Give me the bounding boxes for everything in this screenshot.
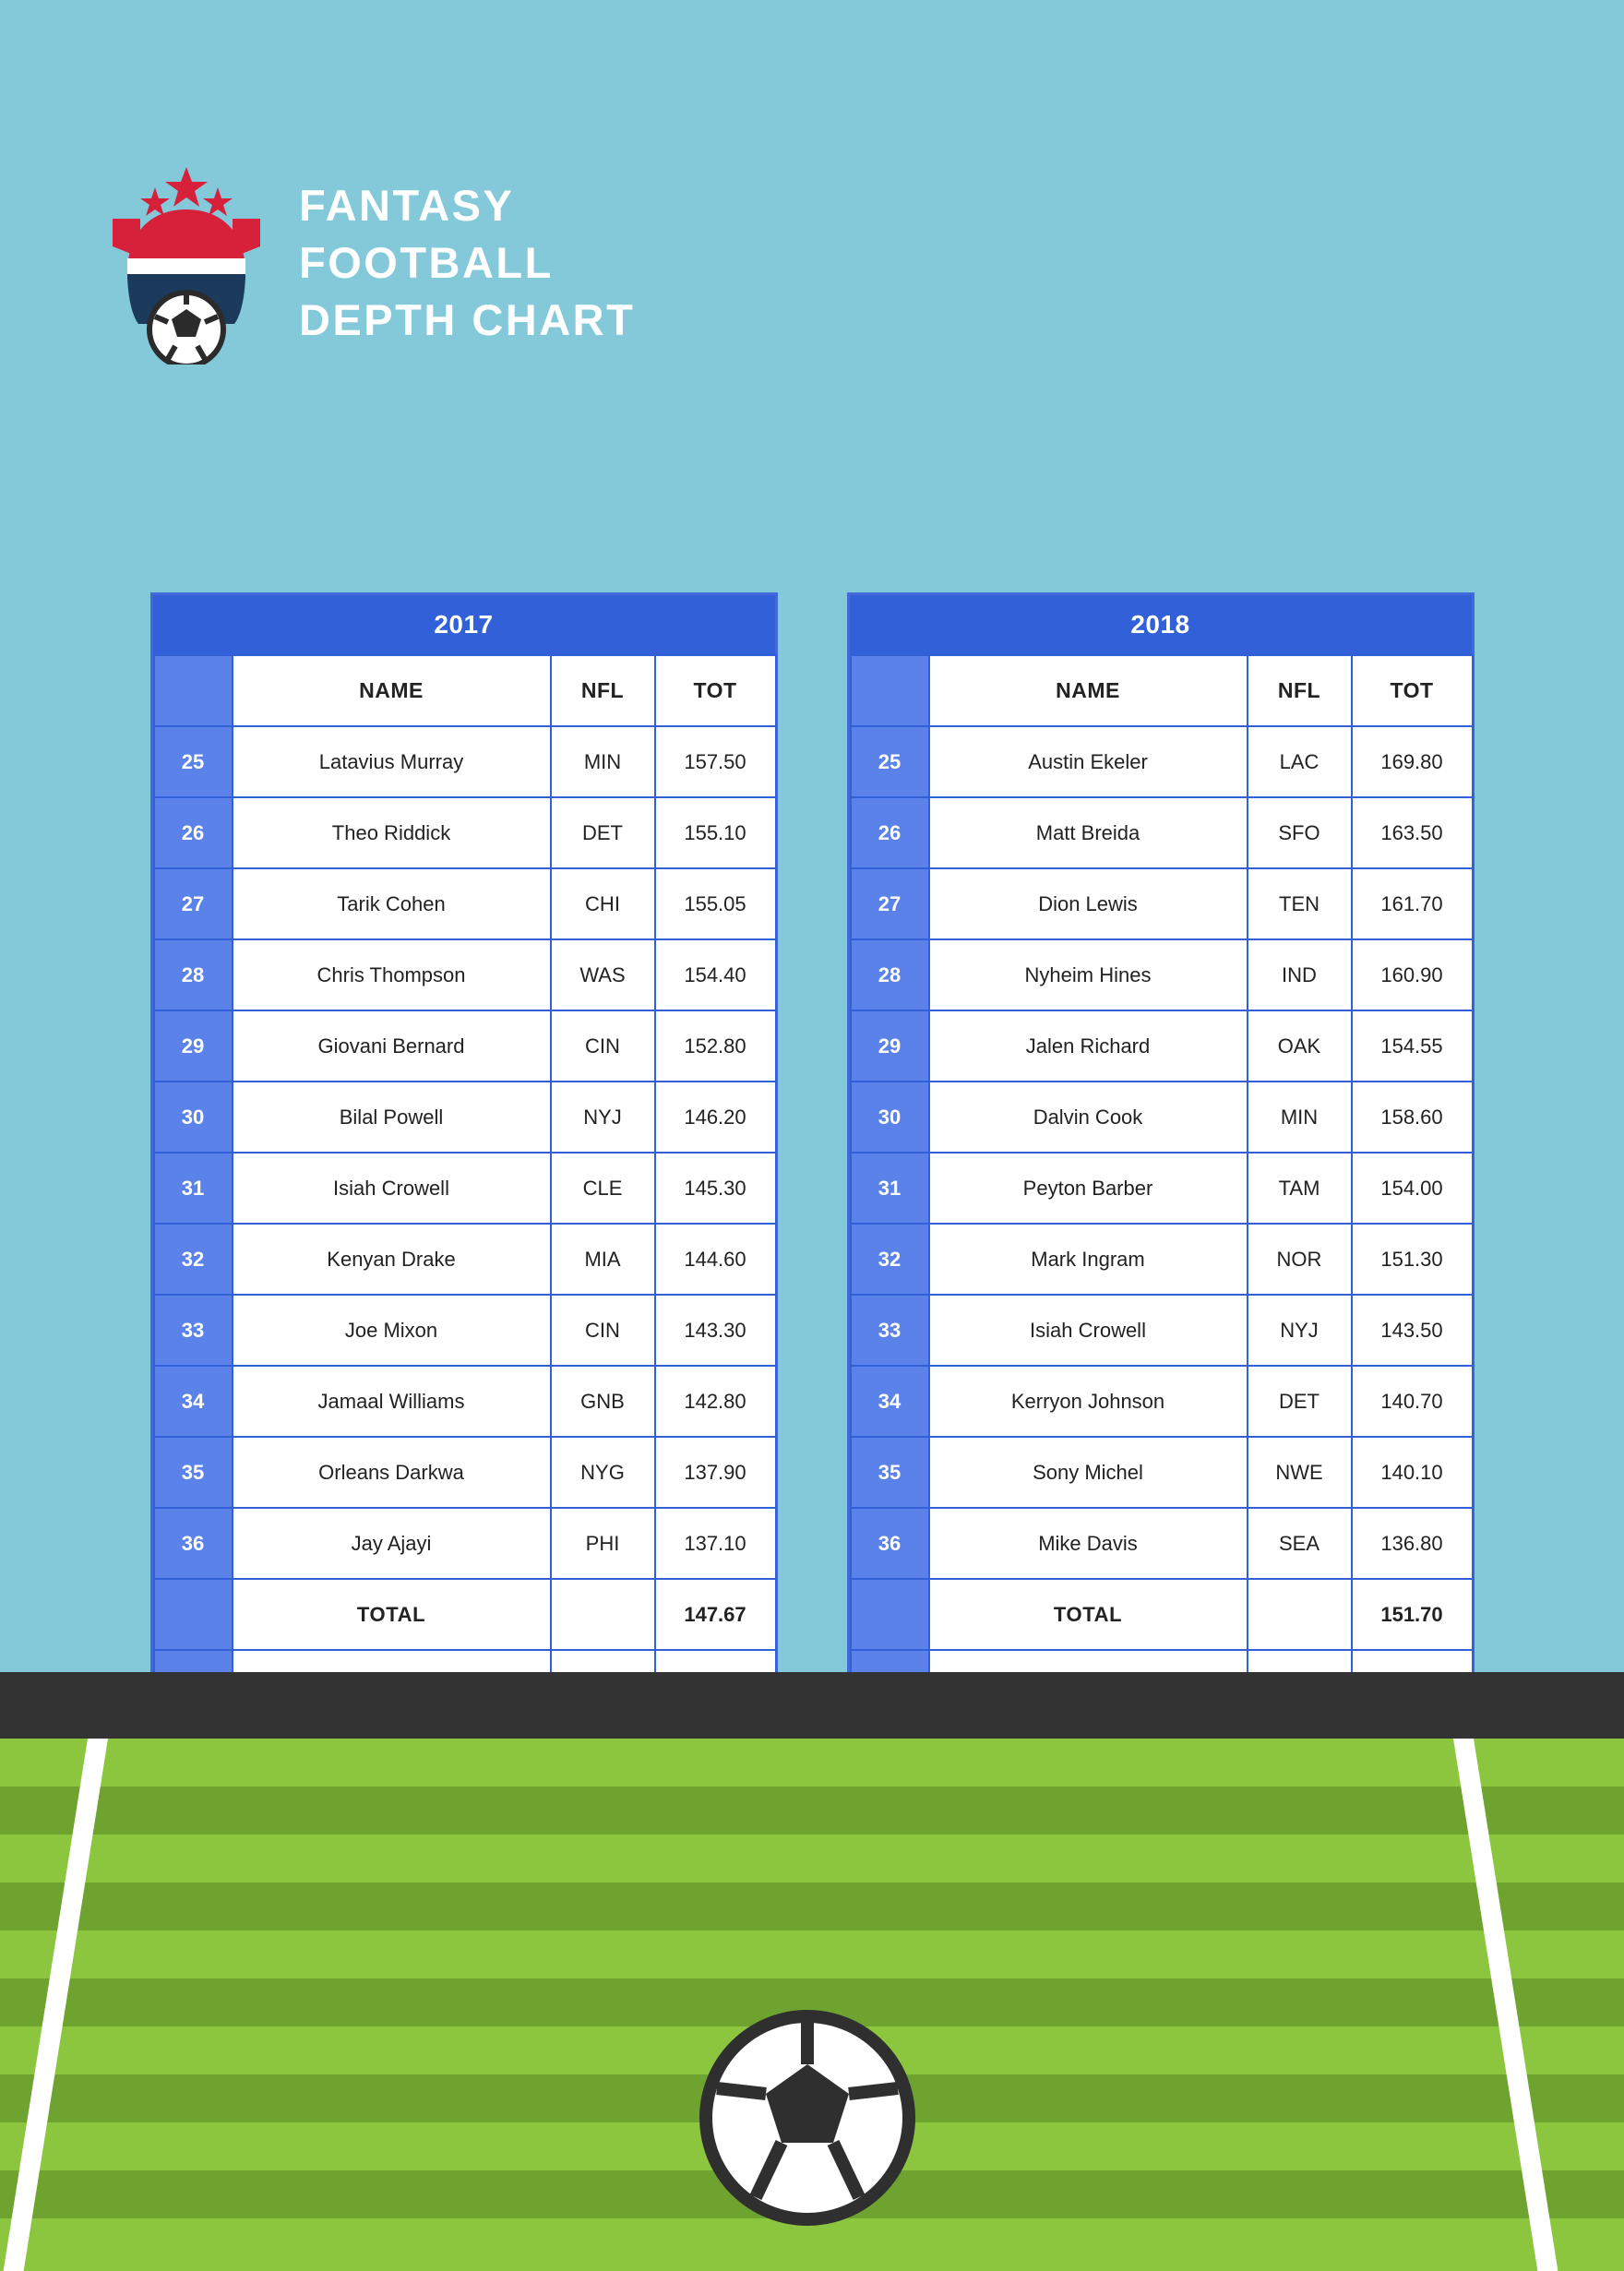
table-row [154, 1082, 776, 1153]
cell-name: Mike Davis [929, 1508, 1248, 1579]
cell-nfl: DET [1248, 1366, 1352, 1437]
page-title-line-1: FANTASY [299, 180, 515, 230]
cell-tot: 140.10 [1352, 1437, 1473, 1508]
cell-tot: 152.80 [655, 1010, 776, 1082]
cell-tot: 140.70 [1352, 1366, 1473, 1437]
cell-nfl: GNB [551, 1366, 655, 1437]
table-row [851, 1366, 1473, 1437]
cell-nfl: CIN [551, 1010, 655, 1082]
cell-name: Jalen Richard [929, 1010, 1248, 1082]
table-row [154, 1153, 776, 1224]
cell-name: Theo Riddick [233, 797, 551, 868]
depth-chart-tables [0, 592, 1624, 1725]
cell-name: Austin Ekeler [929, 726, 1248, 797]
table-row [154, 1508, 776, 1579]
player-table [153, 654, 777, 1722]
column-header-name: NAME [233, 655, 551, 726]
table-row [154, 1010, 776, 1082]
cell-nfl: MIN [1248, 1082, 1352, 1153]
cell-tot: 154.55 [1352, 1010, 1473, 1082]
cell-name: Jamaal Williams [233, 1366, 551, 1437]
cell-rank: 25 [851, 726, 929, 797]
cell-tot: 163.50 [1352, 797, 1473, 868]
cell-tot: 145.30 [655, 1153, 776, 1224]
cell-name: Orleans Darkwa [233, 1437, 551, 1508]
cell-rank: 32 [851, 1224, 929, 1295]
table-row [154, 1224, 776, 1295]
chart-year-title: 2017 [153, 595, 775, 654]
cell-nfl: PHI [551, 1508, 655, 1579]
table-header-row [154, 655, 776, 726]
cell-tot: 160.90 [1352, 939, 1473, 1010]
cell-rank: 27 [154, 868, 233, 939]
cell-name: Tarik Cohen [233, 868, 551, 939]
page-header [109, 161, 635, 365]
cell-nfl: SEA [1248, 1508, 1352, 1579]
cell-tot: 154.40 [655, 939, 776, 1010]
cell-tot: 169.80 [1352, 726, 1473, 797]
cell-name: Dalvin Cook [929, 1082, 1248, 1153]
cell-nfl: TEN [1248, 868, 1352, 939]
cell-name: Isiah Crowell [233, 1153, 551, 1224]
cell-nfl: MIN [551, 726, 655, 797]
cell-rank: 35 [851, 1437, 929, 1508]
chart-year-title: 2018 [850, 595, 1472, 654]
cell-name: Isiah Crowell [929, 1295, 1248, 1366]
cell-tot: 137.10 [655, 1508, 776, 1579]
cell-nfl: SFO [1248, 797, 1352, 868]
table-row [851, 797, 1473, 868]
total-value: 151.70 [1352, 1579, 1473, 1650]
cell-name: Dion Lewis [929, 868, 1248, 939]
cell-rank: 33 [154, 1295, 233, 1366]
table-row [154, 797, 776, 868]
cell-rank: 34 [851, 1366, 929, 1437]
cell-rank [851, 1579, 929, 1650]
cell-nfl: NYJ [1248, 1295, 1352, 1366]
cell-name: Mark Ingram [929, 1224, 1248, 1295]
cell-nfl: WAS [551, 939, 655, 1010]
cell-rank: 30 [154, 1082, 233, 1153]
total-nfl [1248, 1579, 1352, 1650]
cell-rank: 26 [851, 797, 929, 868]
cell-name: Matt Breida [929, 797, 1248, 868]
table-row [154, 726, 776, 797]
table-row [851, 939, 1473, 1010]
cell-rank [154, 1579, 233, 1650]
table-row [851, 726, 1473, 797]
cell-tot: 146.20 [655, 1082, 776, 1153]
cell-nfl: CLE [551, 1153, 655, 1224]
cell-rank: 35 [154, 1437, 233, 1508]
table-row [154, 1366, 776, 1437]
depth-chart-2018 [847, 592, 1475, 1725]
cell-tot: 136.80 [1352, 1508, 1473, 1579]
ground-strip [0, 1672, 1624, 1739]
table-row-total [851, 1579, 1473, 1650]
cell-nfl: NYJ [551, 1082, 655, 1153]
column-header-name: NAME [929, 655, 1248, 726]
table-row [851, 1437, 1473, 1508]
cell-nfl: CIN [551, 1295, 655, 1366]
page-title [299, 177, 635, 349]
table-row [154, 1437, 776, 1508]
page-title-line-3: DEPTH CHART [299, 295, 636, 345]
cell-name: Joe Mixon [233, 1295, 551, 1366]
cell-nfl: TAM [1248, 1153, 1352, 1224]
total-label: TOTAL [233, 1579, 551, 1650]
cell-tot: 158.60 [1352, 1082, 1473, 1153]
cell-name: Jay Ajayi [233, 1508, 551, 1579]
cell-tot: 155.05 [655, 868, 776, 939]
cell-name: Kerryon Johnson [929, 1366, 1248, 1437]
page-title-line-2: FOOTBALL [299, 237, 554, 287]
cell-rank: 30 [851, 1082, 929, 1153]
table-row [851, 1153, 1473, 1224]
cell-name: Chris Thompson [233, 939, 551, 1010]
cell-tot: 142.80 [655, 1366, 776, 1437]
column-header-rank [851, 655, 929, 726]
total-label: TOTAL [929, 1579, 1248, 1650]
cell-rank: 29 [851, 1010, 929, 1082]
cell-tot: 155.10 [655, 797, 776, 868]
cell-rank: 33 [851, 1295, 929, 1366]
cell-rank: 31 [851, 1153, 929, 1224]
cell-name: Nyheim Hines [929, 939, 1248, 1010]
table-row [851, 1295, 1473, 1366]
total-nfl [551, 1579, 655, 1650]
table-row [851, 1508, 1473, 1579]
column-header-tot: TOT [655, 655, 776, 726]
cell-name: Giovani Bernard [233, 1010, 551, 1082]
table-row [154, 1295, 776, 1366]
table-row [851, 1010, 1473, 1082]
cell-nfl: MIA [551, 1224, 655, 1295]
cell-name: Sony Michel [929, 1437, 1248, 1508]
cell-tot: 151.30 [1352, 1224, 1473, 1295]
table-row-total [154, 1579, 776, 1650]
cell-rank: 34 [154, 1366, 233, 1437]
cell-rank: 27 [851, 868, 929, 939]
table-row [851, 1224, 1473, 1295]
table-row [851, 1082, 1473, 1153]
table-header-row [851, 655, 1473, 726]
cell-rank: 31 [154, 1153, 233, 1224]
cell-tot: 143.50 [1352, 1295, 1473, 1366]
player-table [850, 654, 1474, 1722]
cell-name: Bilal Powell [233, 1082, 551, 1153]
cell-tot: 143.30 [655, 1295, 776, 1366]
cell-name: Latavius Murray [233, 726, 551, 797]
cell-tot: 154.00 [1352, 1153, 1473, 1224]
cell-rank: 36 [154, 1508, 233, 1579]
cell-nfl: LAC [1248, 726, 1352, 797]
depth-chart-2017 [150, 592, 778, 1725]
column-header-tot: TOT [1352, 655, 1473, 726]
cell-rank: 28 [154, 939, 233, 1010]
cell-rank: 29 [154, 1010, 233, 1082]
cell-name: Kenyan Drake [233, 1224, 551, 1295]
table-row [851, 868, 1473, 939]
table-row [154, 939, 776, 1010]
cell-rank: 28 [851, 939, 929, 1010]
cell-tot: 137.90 [655, 1437, 776, 1508]
football-helmet-with-stars-logo [109, 161, 264, 365]
column-header-nfl: NFL [1248, 655, 1352, 726]
cell-nfl: OAK [1248, 1010, 1352, 1082]
cell-nfl: IND [1248, 939, 1352, 1010]
cell-rank: 25 [154, 726, 233, 797]
cell-rank: 36 [851, 1508, 929, 1579]
cell-nfl: NOR [1248, 1224, 1352, 1295]
total-value: 147.67 [655, 1579, 776, 1650]
cell-tot: 144.60 [655, 1224, 776, 1295]
soccer-ball-icon [697, 2007, 918, 2229]
cell-nfl: NWE [1248, 1437, 1352, 1508]
cell-tot: 161.70 [1352, 868, 1473, 939]
column-header-nfl: NFL [551, 655, 655, 726]
cell-nfl: CHI [551, 868, 655, 939]
cell-nfl: DET [551, 797, 655, 868]
cell-nfl: NYG [551, 1437, 655, 1508]
column-header-rank [154, 655, 233, 726]
cell-name: Peyton Barber [929, 1153, 1248, 1224]
cell-rank: 26 [154, 797, 233, 868]
cell-rank: 32 [154, 1224, 233, 1295]
table-row [154, 868, 776, 939]
cell-tot: 157.50 [655, 726, 776, 797]
